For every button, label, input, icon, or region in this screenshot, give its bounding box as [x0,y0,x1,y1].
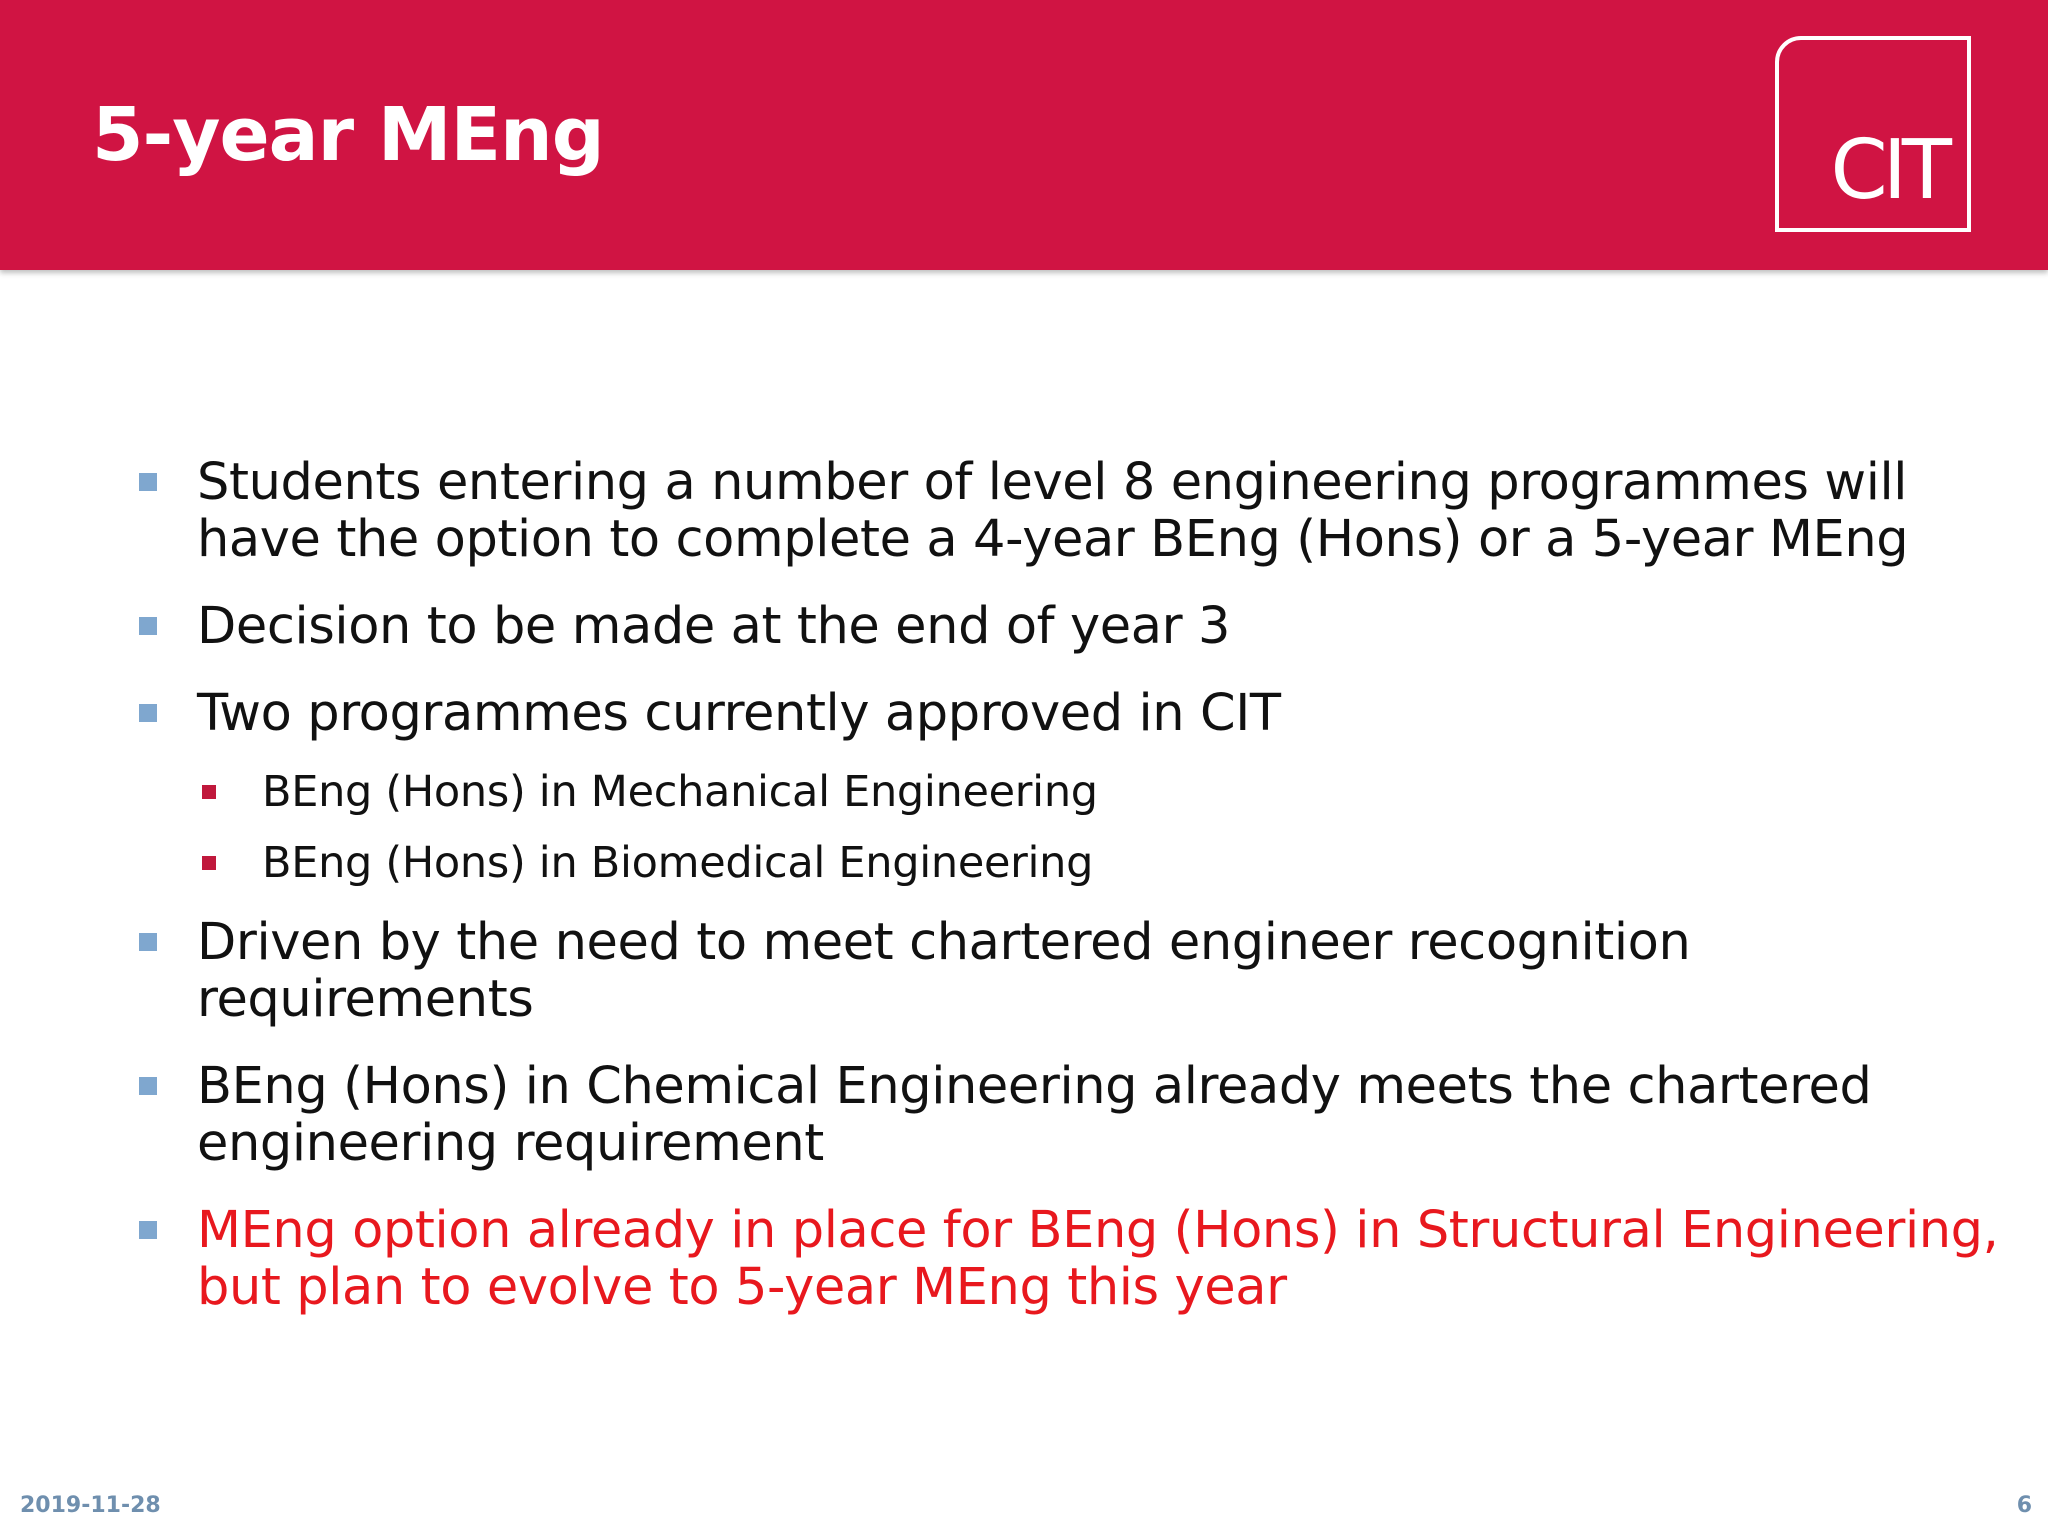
bullet-item [137,454,2017,568]
square-bullet-icon [139,617,157,635]
cit-logo [1775,36,1971,232]
square-bullet-icon [139,1221,157,1239]
bullet-item [137,598,2017,655]
bullet-item [137,1058,2017,1172]
bullet-text: Students entering a number of level 8 engineering programmes will have the option to complete a 4-year BEng (Hons) or a 5-year MEng [197,453,1909,569]
logo-text: CIT [1830,123,1947,218]
square-subbullet-icon [202,785,216,799]
bullet-item-highlighted [137,1202,2017,1316]
page-number: 6 [2016,1493,2032,1518]
square-subbullet-icon [202,856,216,870]
square-bullet-icon [139,473,157,491]
bullet-text: BEng (Hons) in Chemical Engineering already meets the chartered engineering requirement [197,1057,1872,1173]
slide-title: 5-year MEng [92,92,604,178]
slide-header [0,0,2048,270]
square-bullet-icon [139,933,157,951]
sub-bullet-item [137,767,2017,817]
footer-date: 2019-11-28 [20,1493,161,1518]
bullet-list [137,454,2017,1346]
bullet-item [137,914,2017,1028]
bullet-text: Two programmes currently approved in CIT [197,684,1281,743]
square-bullet-icon [139,1077,157,1095]
sub-bullet-item [137,838,2017,888]
bullet-text: MEng option already in place for BEng (Hons) in Structural Engineering, but plan to evolve to 5-year MEng this year [197,1201,1999,1317]
sub-bullet-text: BEng (Hons) in Biomedical Engineering [262,838,1094,888]
square-bullet-icon [139,704,157,722]
bullet-item [137,685,2017,742]
bullet-text: Decision to be made at the end of year 3 [197,597,1231,656]
sub-bullet-text: BEng (Hons) in Mechanical Engineering [262,767,1098,817]
bullet-text: Driven by the need to meet chartered engineer recognition requirements [197,913,1691,1029]
